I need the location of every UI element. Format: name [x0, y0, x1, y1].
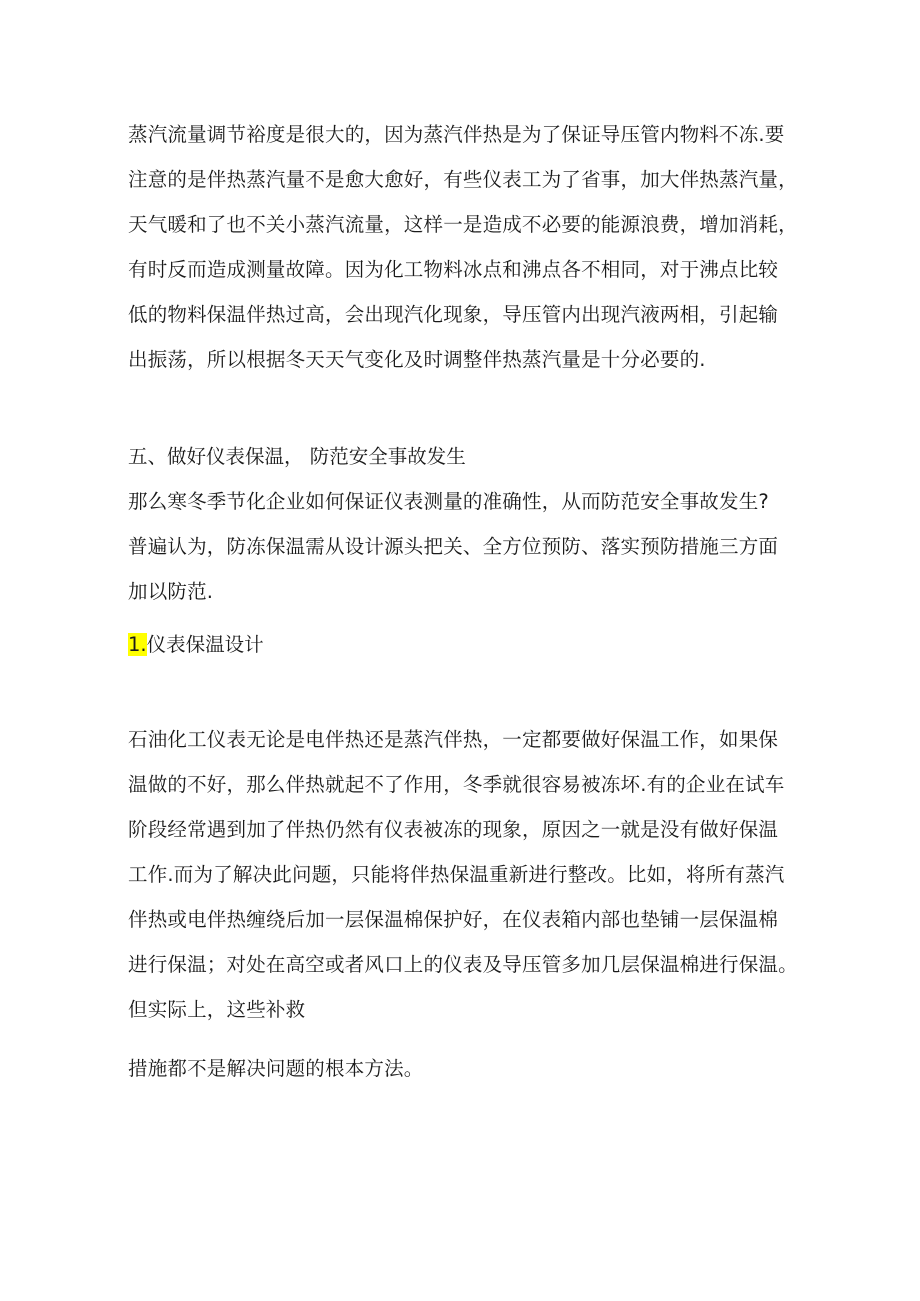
section-heading: 五、做好仪表保温， 防范安全事故发生	[128, 445, 466, 468]
paragraph-conclusion	[128, 1046, 800, 1091]
item-heading	[128, 622, 800, 667]
text-line: 温做的不好，那么伴热就起不了作用，冬季就很容易被冻坏.有的企业在试车	[128, 773, 785, 796]
spacer	[128, 1032, 800, 1046]
paragraph-insulation	[128, 717, 800, 1032]
text-line: 加以防范.	[128, 580, 214, 603]
text-line: 那么寒冬季节化企业如何保证仪表测量的准确性，从而防范安全事故发生?	[128, 490, 769, 513]
text-line: 阶段经常遇到加了伴热仍然有仪表被冻的现象，原因之一就是没有做好保温	[128, 818, 779, 841]
text-line: 伴热或电伴热缠绕后加一层保温棉保护好，在仪表箱内部也垫铺一层保温棉	[128, 908, 779, 931]
spacer	[128, 614, 800, 622]
text-line: 石油化工仪表无论是电伴热还是蒸汽伴热，一定都要做好保温工作，如果保	[128, 728, 779, 751]
text-line: 措施都不是解决问题的根本方法。	[128, 1057, 424, 1080]
text-line: 有时反而造成测量故障。因为化工物料冰点和沸点各不相同，对于沸点比较	[128, 258, 779, 281]
text-line: 普遍认为，防冻保温需从设计源头把关、全方位预防、落实预防措施三方面	[128, 535, 779, 558]
text-line: 天气暖和了也不关小蒸汽流量，这样一是造成不必要的能源浪费，增加消耗，	[128, 213, 798, 236]
text-line: 蒸汽流量调节裕度是很大的，因为蒸汽伴热是为了保证导压管内物料不冻.要	[128, 123, 785, 146]
text-line: 进行保温；对处在高空或者风口上的仪表及导压管多加几层保温棉进行保温。	[128, 953, 798, 976]
text-line: 出振荡，所以根据冬天天气变化及时调整伴热蒸汽量是十分必要的.	[128, 348, 706, 371]
item-title: 仪表保温设计	[146, 633, 264, 656]
spacer	[128, 382, 800, 434]
text-line: 注意的是伴热蒸汽量不是愈大愈好，有些仪表工为了省事，加大伴热蒸汽量，	[128, 168, 798, 191]
text-line: 低的物料保温伴热过高，会出现汽化现象，导压管内出现汽液两相，引起输	[128, 303, 779, 326]
document-page	[128, 112, 800, 1091]
text-line: 工作.而为了解决此问题，只能将伴热保温重新进行整改。比如，将所有蒸汽	[128, 863, 785, 886]
paragraph-steam-tracing	[128, 112, 800, 382]
text-line: 但实际上，这些补救	[128, 998, 306, 1021]
item-number-highlight: 1.	[128, 633, 147, 656]
paragraph-section-intro	[128, 479, 800, 614]
spacer	[128, 667, 800, 717]
